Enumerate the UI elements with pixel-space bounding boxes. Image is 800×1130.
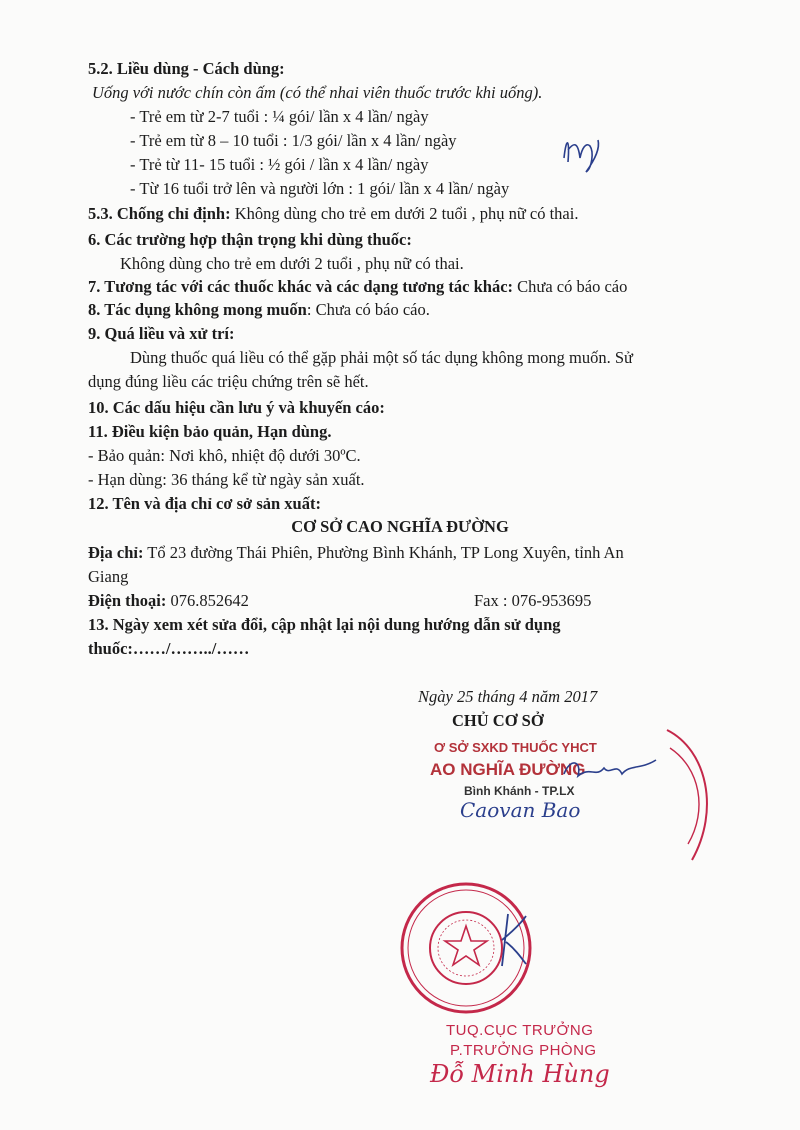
initials-signature: [556, 128, 606, 176]
company-name: CƠ SỞ CAO NGHĨA ĐƯỜNG: [291, 517, 509, 536]
section-7-label: 7. Tương tác với các thuốc khác và các dạng tương tác khác:: [88, 277, 514, 296]
section-5-3-label: 5.3. Chống chỉ định:: [88, 204, 231, 223]
section-13-line-2: thuốc:……/……../……: [88, 639, 250, 658]
section-5-2-note: Uống với nước chín còn ấm (có thể nhai viên thuốc trước khi uống).: [92, 83, 543, 102]
section-8: [88, 299, 430, 321]
section-5-3: [88, 203, 578, 225]
address-line-1: [88, 542, 624, 564]
dosage-item-1: - Trẻ em từ 2-7 tuổi : ¼ gói/ lần x 4 lần/ ngày: [130, 107, 429, 126]
section-7-text: Chưa có báo cáo: [513, 277, 628, 296]
signer-name: Caovan Bao: [460, 798, 581, 822]
owner-title: CHỦ CƠ SỞ: [452, 711, 544, 730]
section-8-text: : Chưa có báo cáo.: [306, 300, 430, 319]
section-7: [88, 276, 627, 298]
approval-name: Đỗ Minh Hùng: [430, 1060, 610, 1088]
section-11-heading: 11. Điều kiện bảo quản, Hạn dùng.: [88, 422, 332, 441]
approval-line-1: TUQ.CỤC TRƯỞNG: [446, 1022, 594, 1039]
phone-label: Điện thoại:: [88, 591, 167, 610]
dosage-item-4: - Từ 16 tuổi trở lên và người lớn : 1 gói/ lần x 4 lần/ ngày: [130, 179, 510, 198]
section-10-heading: 10. Các dấu hiệu cần lưu ý và khuyến cáo:: [88, 398, 385, 417]
section-6-heading: 6. Các trường hợp thận trọng khi dùng thuốc:: [88, 230, 412, 249]
stamp-line-3: Bình Khánh - TP.LX: [464, 784, 575, 798]
approval-line-2: P.TRƯỞNG PHÒNG: [450, 1042, 597, 1059]
sign-date: Ngày 25 tháng 4 năm 2017: [418, 687, 598, 706]
expiry-text: - Hạn dùng: 36 tháng kể từ ngày sản xuất.: [88, 470, 365, 489]
section-9-heading: 9. Quá liều và xử trí:: [88, 324, 235, 343]
section-9-line-1: Dùng thuốc quá liều có thể gặp phải một số tác dụng không mong muốn. Sử: [130, 348, 633, 367]
fax-number: Fax : 076-953695: [474, 591, 592, 610]
section-5-2-heading: 5.2. Liều dùng - Cách dùng:: [88, 59, 285, 78]
address-text: Tổ 23 đường Thái Phiên, Phường Bình Khánh, TP Long Xuyên, tỉnh An: [143, 543, 624, 562]
stamp-line-2: AO NGHĨA ĐƯỜNG: [430, 760, 586, 779]
section-12-heading: 12. Tên và địa chỉ cơ sở sản xuất:: [88, 494, 321, 513]
section-6-text: Không dùng cho trẻ em dưới 2 tuổi , phụ nữ có thai.: [120, 254, 464, 273]
owner-signature: [560, 752, 660, 788]
section-13-line-1: 13. Ngày xem xét sửa đổi, cập nhật lại nội dung hướng dẫn sử dụng: [88, 615, 561, 634]
section-8-label: 8. Tác dụng không mong muốn: [88, 300, 307, 319]
address-line-2: Giang: [88, 567, 129, 586]
address-label: Địa chỉ:: [88, 543, 144, 562]
storage-text: - Bảo quản: Nơi khô, nhiệt độ dưới 30ºC.: [88, 446, 361, 465]
stamp-line-1: Ơ SỞ SXKD THUỐC YHCT: [434, 740, 597, 755]
section-5-3-text: Không dùng cho trẻ em dưới 2 tuổi , phụ nữ có thai.: [230, 204, 579, 223]
dosage-item-3: - Trẻ từ 11- 15 tuổi : ½ gói / lần x 4 lần/ ngày: [130, 155, 429, 174]
phone-line: [88, 590, 249, 612]
dosage-item-2: - Trẻ em từ 8 – 10 tuổi : 1/3 gói/ lần x 4 lần/ ngày: [130, 131, 457, 150]
phone-number: 076.852642: [166, 591, 249, 610]
partial-round-stamp: [662, 720, 722, 870]
approval-signature: [492, 910, 532, 970]
section-9-line-2: dụng đúng liều các triệu chứng trên sẽ hết.: [88, 372, 369, 391]
